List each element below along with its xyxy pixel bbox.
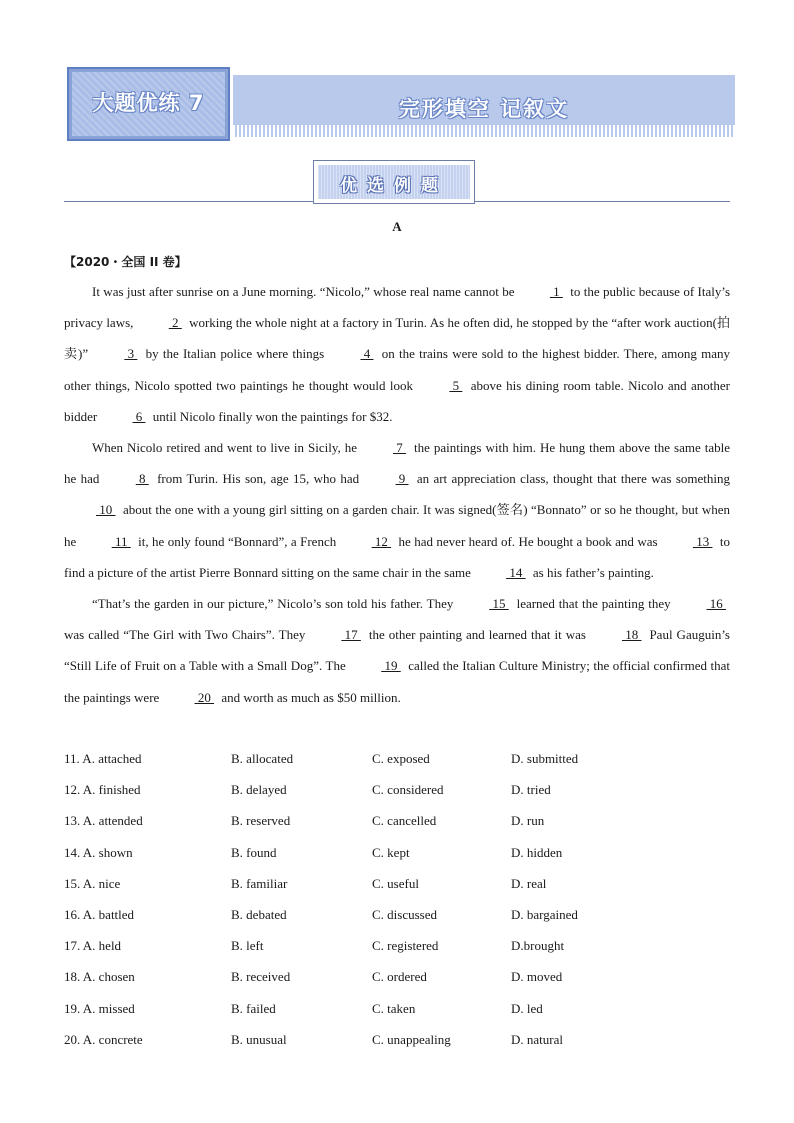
option-q: 15. A. nice [64, 875, 121, 891]
option-d: D. bargained [511, 907, 578, 922]
option-q: 18. A. chosen [64, 969, 135, 985]
option-d: D. tried [511, 782, 551, 798]
option-row [64, 907, 730, 927]
blank-12: 12 [371, 533, 392, 549]
banner-subtitle: 完形填空 记叙文 [398, 97, 570, 121]
blank-7: 7 [392, 440, 406, 456]
option-q: 17. A. held [64, 938, 122, 954]
option-c: C. considered [372, 782, 444, 798]
blank-15: 15 [489, 596, 509, 612]
option-row [64, 938, 730, 958]
banner-stripes [233, 125, 735, 137]
option-d: D. natural [511, 1031, 563, 1047]
option-b: B. allocated [231, 751, 294, 766]
blank-4: 4 [360, 346, 374, 362]
option-row [64, 969, 730, 989]
passage-letter: A [392, 219, 402, 234]
blank-18: 18 [621, 627, 642, 643]
option-d: D.brought [511, 938, 565, 954]
blank-20: 20 [194, 689, 215, 705]
option-d: D. run [511, 813, 545, 829]
blank-2: 2 [168, 315, 182, 331]
option-d: D. submitted [511, 751, 579, 766]
option-b: B. delayed [231, 782, 287, 798]
option-row [64, 845, 730, 865]
section-tag [313, 160, 475, 204]
option-d: D. moved [511, 969, 563, 985]
option-row [64, 876, 730, 896]
blank-8: 8 [135, 471, 149, 487]
blank-19: 19 [381, 658, 401, 674]
option-row [64, 1032, 730, 1052]
blank-16: 16 [706, 596, 726, 612]
blank-14: 14 [506, 564, 526, 580]
option-c: C. cancelled [372, 813, 437, 829]
option-b: B. failed [231, 1000, 276, 1016]
option-q: 13. A. attended [64, 813, 143, 829]
blank-6: 6 [132, 408, 146, 424]
option-row [64, 813, 730, 833]
option-b: B. left [231, 938, 264, 954]
option-c: C. kept [372, 844, 410, 860]
paragraph: When Nicolo retired and went to live in Sicily, he 7 the paintings with him. He hung them above the same table he had 8 from Turin. His son, age 15, who had 9 an art appreciation class, thought that there was something 10 about the one with a young girl sitting on a garden chair. It was signed(签名) “Bonnato” or so he thought, but when he 11 it, he only found “Bonnard”, a French 12 he had never heard of. He bought a book and was 13 to find a picture of the artist Pierre Bonnard sitting on the same chair in the same 14 as his father’s painting. [64, 432, 730, 588]
section-tag-label: 优选例题 [340, 176, 448, 196]
option-q: 20. A. concrete [64, 1031, 143, 1047]
option-q: 14. A. shown [64, 844, 133, 860]
exam-source: 【2020・全国 II 卷】 [64, 255, 187, 269]
option-row [64, 1001, 730, 1021]
header-banner [67, 67, 735, 143]
option-c: C. useful [372, 875, 419, 891]
option-c: C. exposed [372, 751, 430, 766]
option-q: 16. A. battled [64, 907, 135, 922]
paragraph: It was just after sunrise on a June morning. “Nicolo,” whose real name cannot be 1 to the public because of Italy’s privacy laws, 2 working the whole night at a factory in Turin. As he often did, he stopped by the “after work auction(拍卖)” 3 by the Italian police where things 4 on the trains were sold to the highest bidder. There, among many other things, Nicolo spotted two paintings he thought would look 5 above his dining room table. Nicolo and another bidder 6 until Nicolo finally won the paintings for $32. [64, 276, 730, 432]
passage-body [64, 276, 730, 713]
option-q: 12. A. finished [64, 782, 141, 798]
blank-9: 9 [395, 471, 409, 487]
banner-title: 大题优练 7 [92, 91, 205, 115]
option-c: C. unappealing [372, 1031, 451, 1047]
option-d: D. real [511, 875, 547, 891]
option-b: B. familiar [231, 875, 288, 891]
option-q: 19. A. missed [64, 1000, 135, 1016]
option-c: C. taken [372, 1000, 416, 1016]
blank-13: 13 [692, 533, 713, 549]
option-c: C. discussed [372, 907, 437, 922]
option-row [64, 751, 730, 771]
option-b: B. unusual [231, 1031, 287, 1047]
option-b: B. reserved [231, 813, 291, 829]
option-d: D. led [511, 1000, 543, 1016]
option-q: 11. A. attached [64, 751, 142, 766]
blank-1: 1 [549, 284, 563, 299]
blank-3: 3 [124, 346, 138, 362]
blank-11: 11 [111, 533, 131, 549]
option-b: B. received [231, 969, 291, 985]
option-row [64, 782, 730, 802]
option-b: B. found [231, 844, 277, 860]
option-b: B. debated [231, 907, 287, 922]
option-d: D. hidden [511, 844, 563, 860]
blank-5: 5 [449, 377, 463, 393]
blank-10: 10 [96, 502, 116, 518]
paragraph: “That’s the garden in our picture,” Nicolo’s son told his father. They 15 learned that the painting they 16 was called “The Girl with Two Chairs”. They 17 the other painting and learned that it was 18 Paul Gauguin’s “Still Life of Fruit on a Table with a Small Dog”. The 19 called the Italian Culture Ministry; the official confirmed that the paintings were 20 and worth as much as $50 million. [64, 588, 730, 713]
option-c: C. registered [372, 938, 439, 954]
option-c: C. ordered [372, 969, 427, 985]
blank-17: 17 [341, 627, 361, 643]
